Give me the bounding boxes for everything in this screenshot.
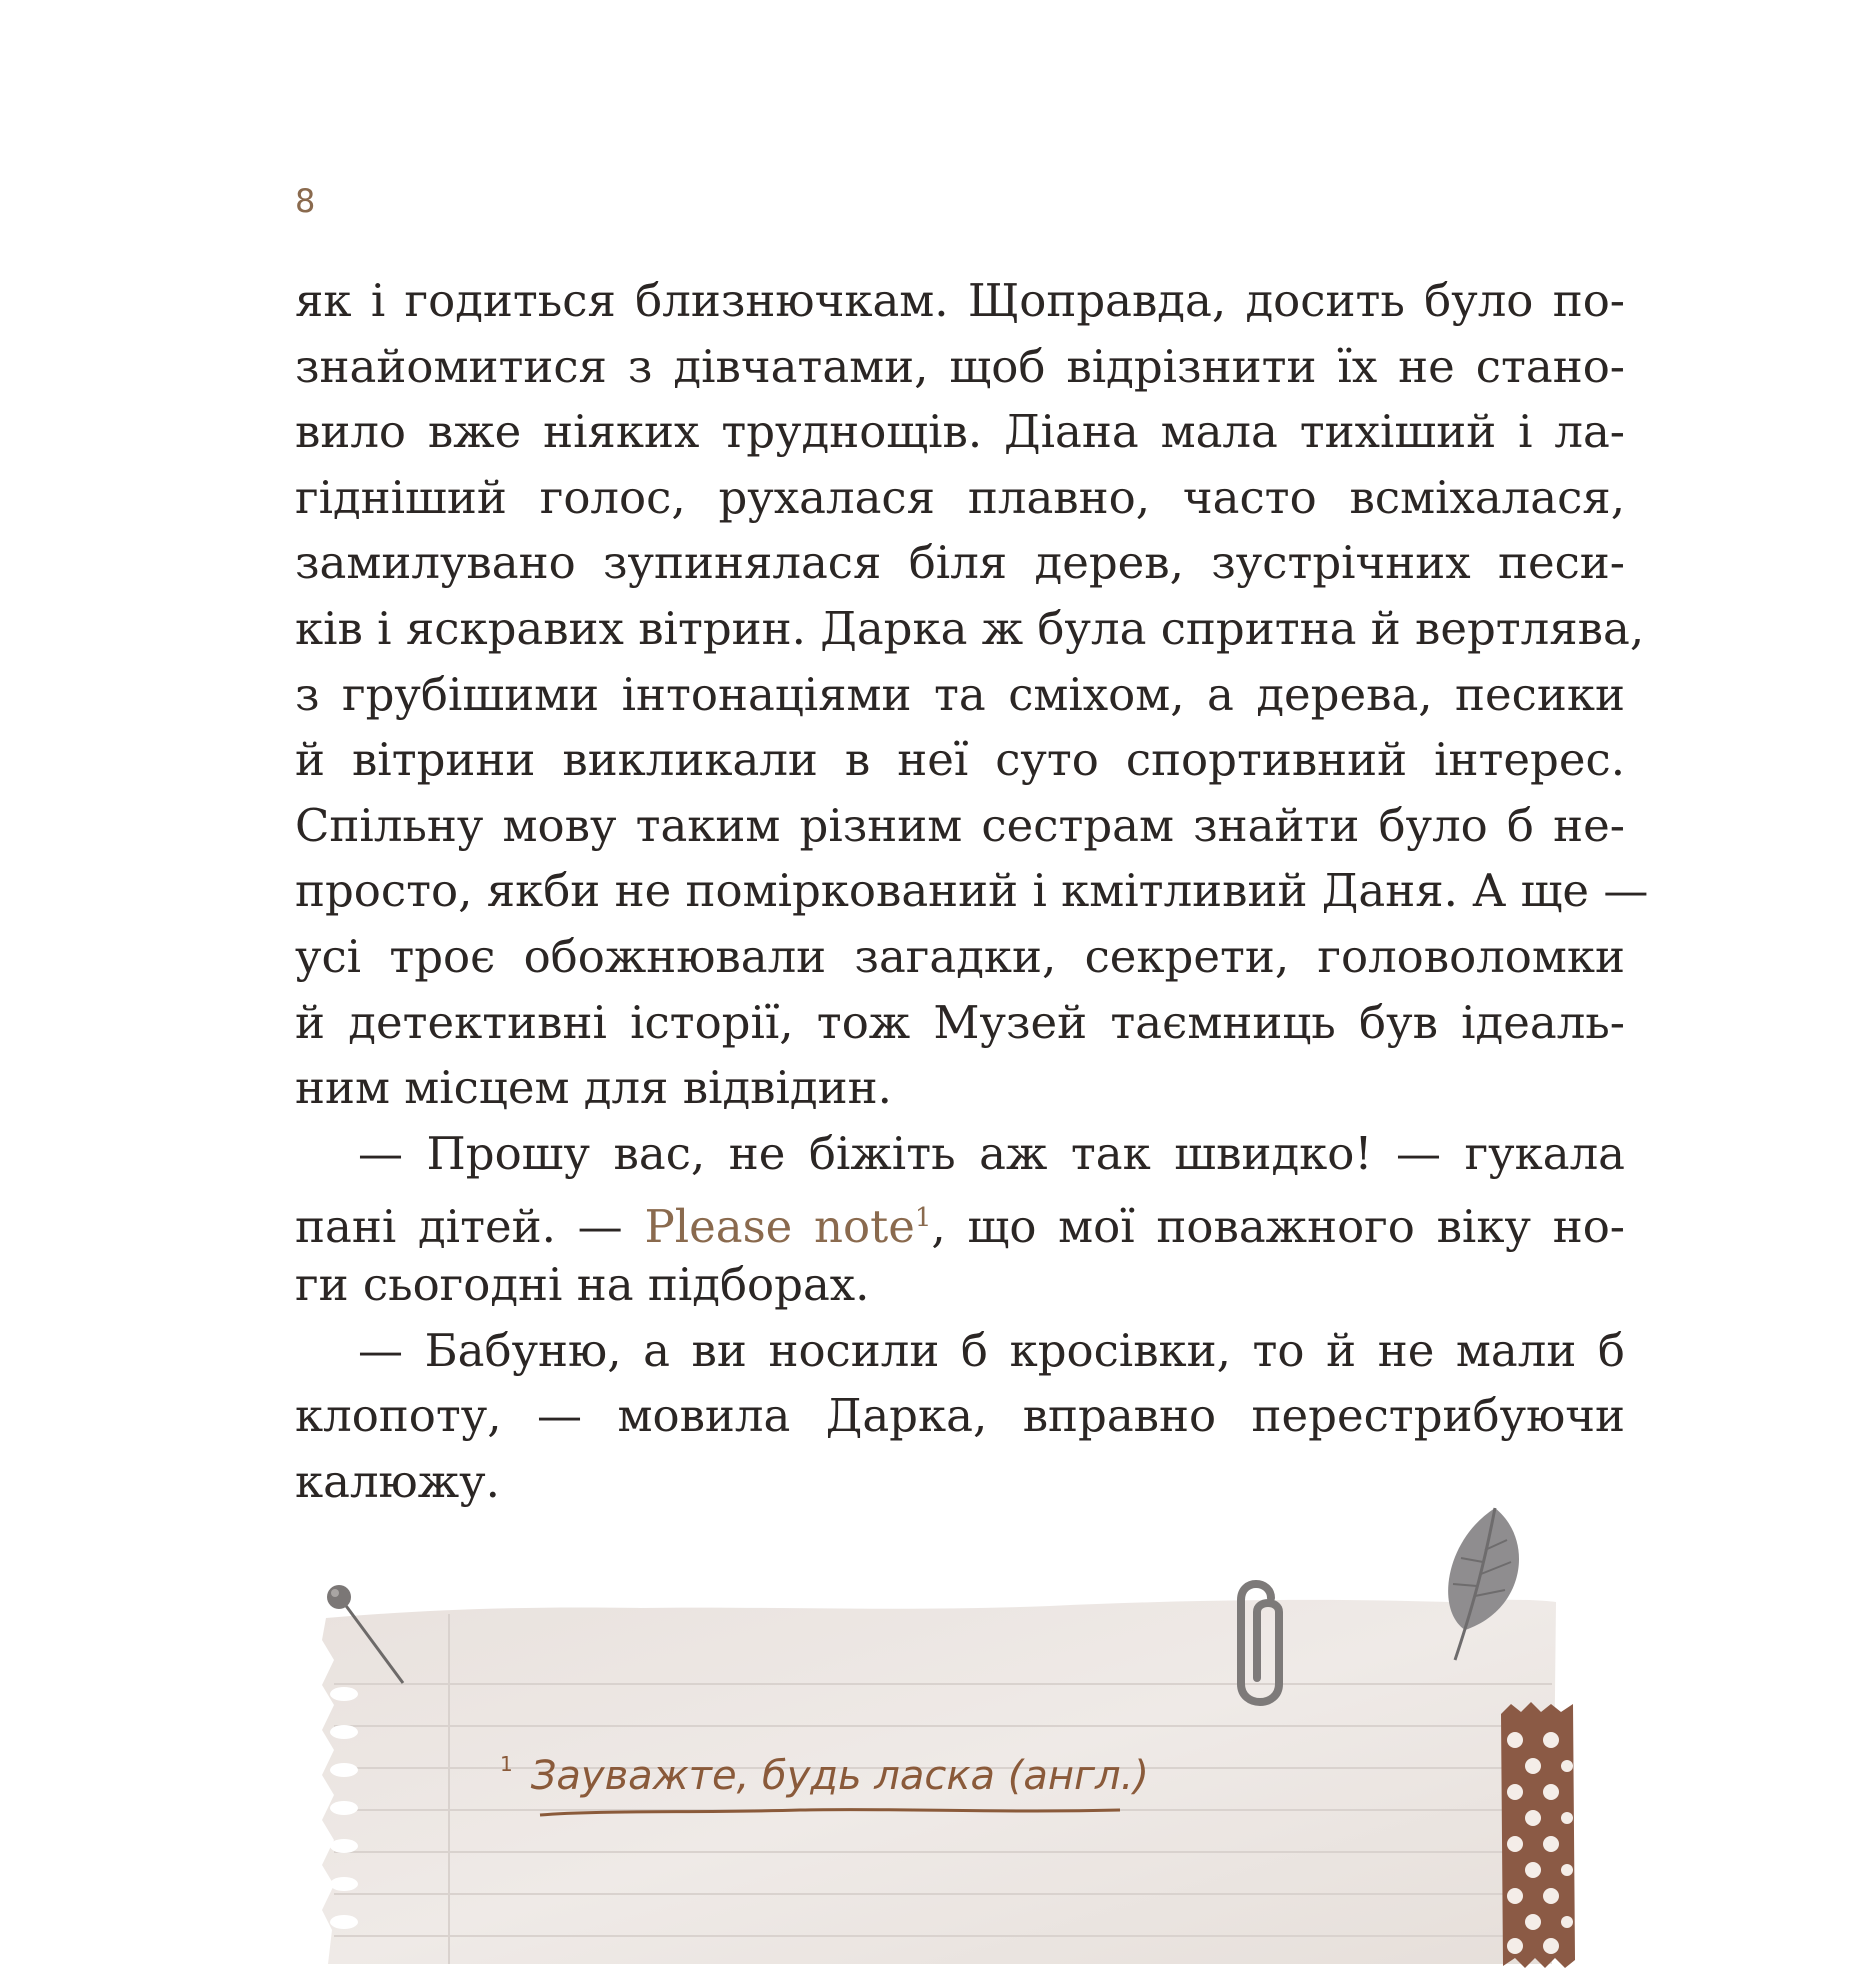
- text-line: як і годиться близнючкам. Щоправда, досить було по-: [295, 274, 1625, 327]
- text-line: з грубішими інтонаціями та сміхом, а дерева, песики: [295, 667, 1625, 721]
- washi-tape-illustration: [1497, 1700, 1577, 1970]
- english-phrase: Please note: [644, 1200, 915, 1254]
- text-line: й вітрини викликали в неї суто спортивний інтерес.: [295, 733, 1625, 787]
- text-line: й детективні історії, тож Музей таємниць був ідеаль-: [295, 995, 1625, 1049]
- paper-sheet-illustration: [0, 1480, 1856, 1964]
- text-line: клопоту, — мовила Дарка, вправно перестрибуючи: [295, 1389, 1625, 1443]
- footnote-text: Зауважте, будь ласка (англ.): [530, 1753, 1149, 1799]
- pin-icon: [315, 1575, 435, 1715]
- text-line: вило вже ніяких труднощів. Діана мала тихіший і ла-: [295, 405, 1625, 459]
- text-line-with-note: [295, 1186, 1625, 1252]
- text-line: ків і яскравих вітрин. Дарка ж була спритна й вертлява,: [295, 601, 1645, 655]
- footnote-reference: 1: [914, 1203, 932, 1234]
- note-illustration: [0, 1480, 1856, 1964]
- text-fragment: , що мої поважного віку но-: [931, 1200, 1625, 1254]
- text-line: — Бабуню, а ви носили б кросівки, то й не мали б: [358, 1323, 1625, 1377]
- text-line: усі троє обожнювали загадки, секрети, головоломки: [295, 929, 1625, 983]
- leaf-icon: [1425, 1500, 1535, 1670]
- text-line: Спільну мову таким різним сестрам знайти було б не-: [295, 798, 1625, 852]
- text-line: замилувано зупинялася біля дерев, зустрічних песи-: [295, 536, 1625, 590]
- page-number: 8: [295, 182, 316, 220]
- footnote-mark: 1: [500, 1752, 513, 1776]
- text-line: гідніший голос, рухалася плавно, часто всміхалася,: [295, 470, 1625, 524]
- text-line: калюжу.: [295, 1454, 500, 1508]
- text-line: ним місцем для відвідин.: [295, 1061, 892, 1115]
- text-line: — Прошу вас, не біжіть аж так швидко! — гукала: [358, 1126, 1625, 1180]
- paperclip-icon: [1227, 1568, 1297, 1718]
- text-fragment: пані дітей. —: [295, 1200, 645, 1254]
- text-line: ги сьогодні на підборах.: [295, 1257, 870, 1311]
- footnote: [500, 1752, 1149, 1799]
- text-line: знайомитися з дівчатами, щоб відрізнити їх не стано-: [295, 339, 1625, 393]
- text-line: просто, якби не поміркований і кмітливий Даня. А ще —: [295, 864, 1649, 918]
- body-text: [295, 268, 1649, 1514]
